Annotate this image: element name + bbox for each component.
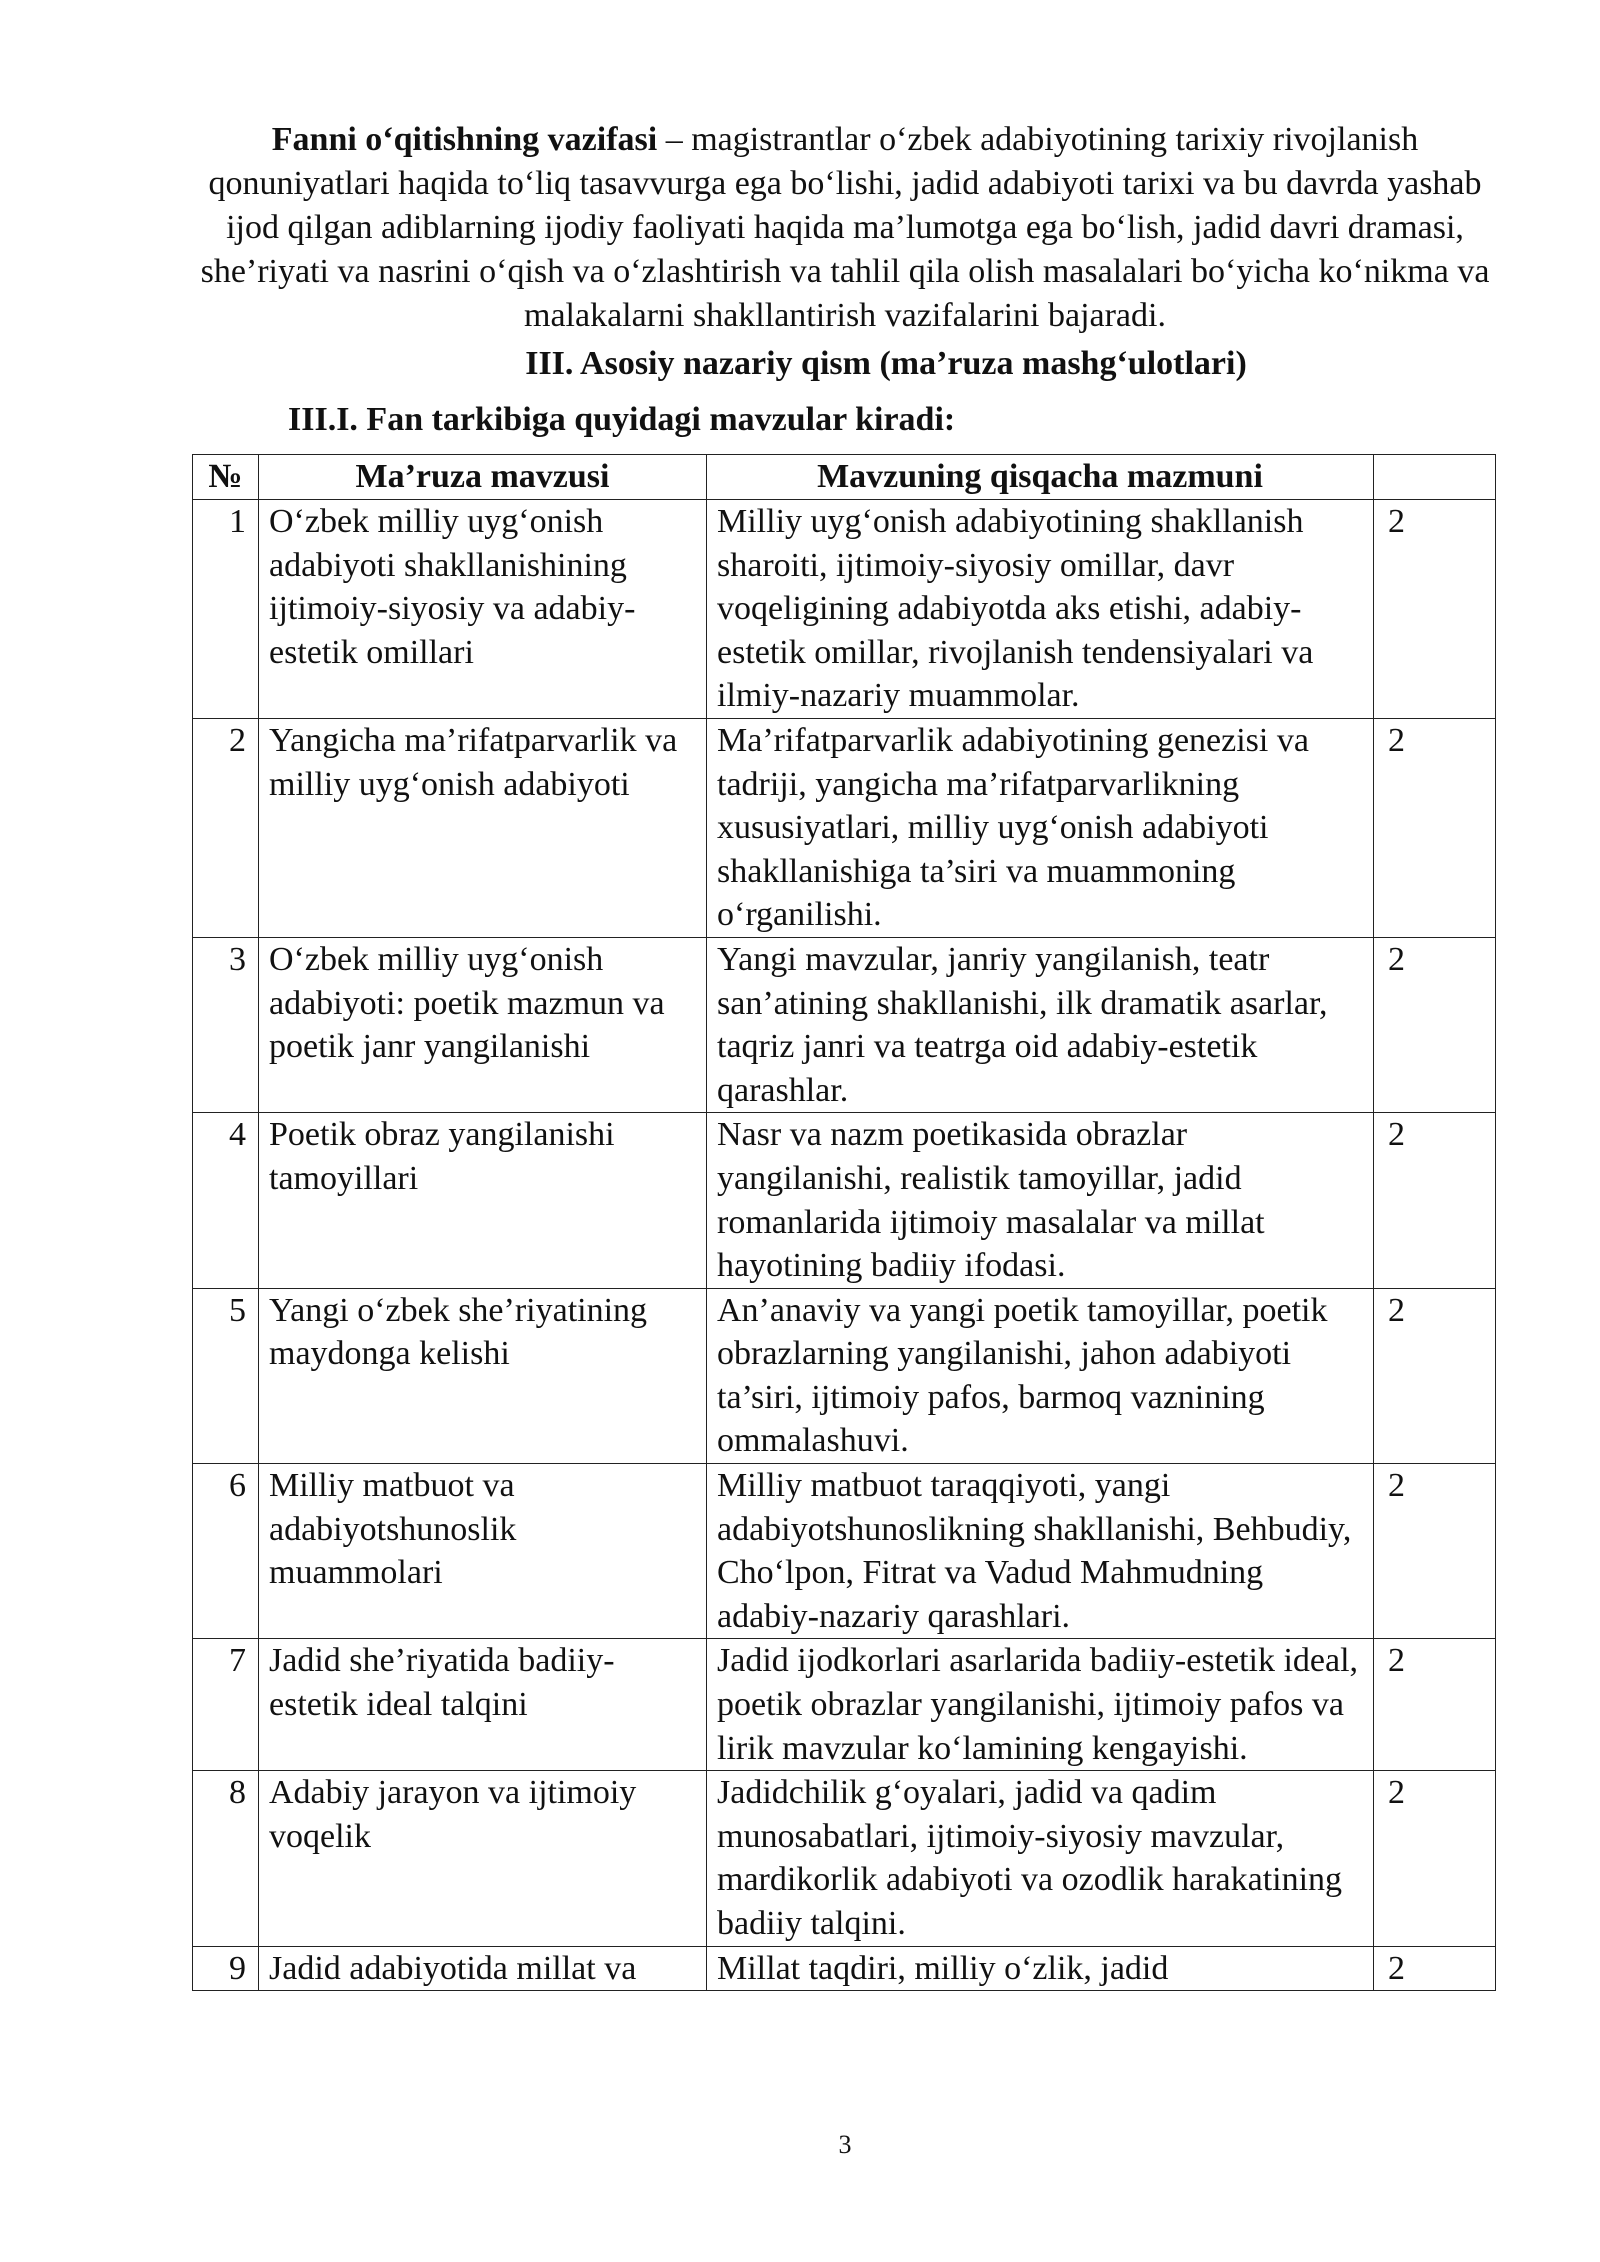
header-summary: Mavzuning qisqacha mazmuni (707, 455, 1374, 500)
intro-text: – magistrantlar o‘zbek adabiyotining tarixiy rivojlanish qonuniyatlari haqida to‘liq tasavvurga ega bo‘lishi, jadid adabiyoti tarixi va bu davrda yashab ijod qilgan adiblarning ijodiy faoliyati haqida ma’lumotga ega bo‘lish, jadid davri dramasi, she’riyati va nasrini o‘qish va o‘zlashtirish va tahlil qila olish masalalari bo‘yicha ko‘nikma va malakalarni shakllantirish vazifalarini bajaradi. (200, 121, 1490, 334)
row-hours: 2 (1374, 937, 1496, 1112)
table-row (193, 718, 1496, 937)
header-hours (1374, 455, 1496, 500)
table-row (193, 1946, 1496, 1991)
table-row (193, 1113, 1496, 1288)
section-title: III. Asosiy nazariy qism (ma’ruza mashg‘ulotlari) (525, 345, 1247, 382)
row-topic: Yangi o‘zbek she’riyatining maydonga kelishi (259, 1288, 707, 1463)
row-hours: 2 (1374, 1288, 1496, 1463)
row-topic: Jadid she’riyatida badiiy-estetik ideal talqini (259, 1639, 707, 1771)
intro-paragraph (185, 118, 1505, 338)
row-hours: 2 (1374, 500, 1496, 719)
table-row (193, 1464, 1496, 1639)
table-header-row (193, 455, 1496, 500)
row-summary: Millat taqdiri, milliy o‘zlik, jadid (707, 1946, 1374, 1991)
row-hours: 2 (1374, 718, 1496, 937)
row-hours: 2 (1374, 1113, 1496, 1288)
table-row (193, 1639, 1496, 1771)
sub-title: III.I. Fan tarkibiga quyidagi mavzular kiradi: (288, 401, 956, 438)
row-summary: Nasr va nazm poetikasida obrazlar yangilanishi, realistik tamoyillar, jadid romanlarida ijtimoiy masalalar va millat hayotining badiiy ifodasi. (707, 1113, 1374, 1288)
row-topic: O‘zbek milliy uyg‘onish adabiyoti: poetik mazmun va poetik janr yangilanishi (259, 937, 707, 1112)
row-number: 4 (193, 1113, 259, 1288)
row-hours: 2 (1374, 1771, 1496, 1946)
row-number: 1 (193, 500, 259, 719)
row-number: 5 (193, 1288, 259, 1463)
header-topic: Ma’ruza mavzusi (259, 455, 707, 500)
row-summary: Yangi mavzular, janriy yangilanish, teatr san’atining shakllanishi, ilk dramatik asarlar, taqriz janri va teatrga oid adabiy-estetik qarashlar. (707, 937, 1374, 1112)
row-hours: 2 (1374, 1639, 1496, 1771)
row-topic: Poetik obraz yangilanishi tamoyillari (259, 1113, 707, 1288)
row-topic: Jadid adabiyotida millat va (259, 1946, 707, 1991)
intro-bold-lead: Fanni o‘qitishning vazifasi (271, 121, 658, 158)
table-row (193, 937, 1496, 1112)
page-number: 3 (838, 2130, 852, 2159)
lecture-topics-table (192, 454, 1496, 1991)
row-summary: Milliy uyg‘onish adabiyotining shakllanish sharoiti, ijtimoiy-siyosiy omillar, davr voqeligining adabiyotda aks etishi, adabiy-estetik omillar, rivojlanish tendensiyalari va ilmiy-nazariy muammolar. (707, 500, 1374, 719)
row-number: 2 (193, 718, 259, 937)
row-hours: 2 (1374, 1946, 1496, 1991)
row-number: 9 (193, 1946, 259, 1991)
table-row (193, 1288, 1496, 1463)
row-summary: An’anaviy va yangi poetik tamoyillar, poetik obrazlarning yangilanishi, jahon adabiyoti ta’siri, ijtimoiy pafos, barmoq vaznining ommalashuvi. (707, 1288, 1374, 1463)
row-topic: Yangicha ma’rifatparvarlik va milliy uyg‘onish adabiyoti (259, 718, 707, 937)
row-topic: O‘zbek milliy uyg‘onish adabiyoti shakllanishining ijtimoiy-siyosiy va adabiy-estetik omillari (259, 500, 707, 719)
row-summary: Jadidchilik g‘oyalari, jadid va qadim munosabatlari, ijtimoiy-siyosiy mavzular, mardikorlik adabiyoti va ozodlik harakatining badiiy talqini. (707, 1771, 1374, 1946)
row-number: 3 (193, 937, 259, 1112)
row-number: 6 (193, 1464, 259, 1639)
row-hours: 2 (1374, 1464, 1496, 1639)
row-number: 7 (193, 1639, 259, 1771)
row-summary: Ma’rifatparvarlik adabiyotining genezisi va tadriji, yangicha ma’rifatparvarlikning xususiyatlari, milliy uyg‘onish adabiyoti shakllanishiga ta’siri va muammoning o‘rganilishi. (707, 718, 1374, 937)
row-summary: Milliy matbuot taraqqiyoti, yangi adabiyotshunoslikning shakllanishi, Behbudiy, Cho‘lpon, Fitrat va Vadud Mahmudning adabiy-nazariy qarashlari. (707, 1464, 1374, 1639)
row-topic: Milliy matbuot va adabiyotshunoslik muammolari (259, 1464, 707, 1639)
table-row (193, 1771, 1496, 1946)
row-number: 8 (193, 1771, 259, 1946)
row-topic: Adabiy jarayon va ijtimoiy voqelik (259, 1771, 707, 1946)
header-number: № (193, 455, 259, 500)
row-summary: Jadid ijodkorlari asarlarida badiiy-estetik ideal, poetik obrazlar yangilanishi, ijtimoiy pafos va lirik mavzular ko‘lamining kengayishi. (707, 1639, 1374, 1771)
table-row (193, 500, 1496, 719)
